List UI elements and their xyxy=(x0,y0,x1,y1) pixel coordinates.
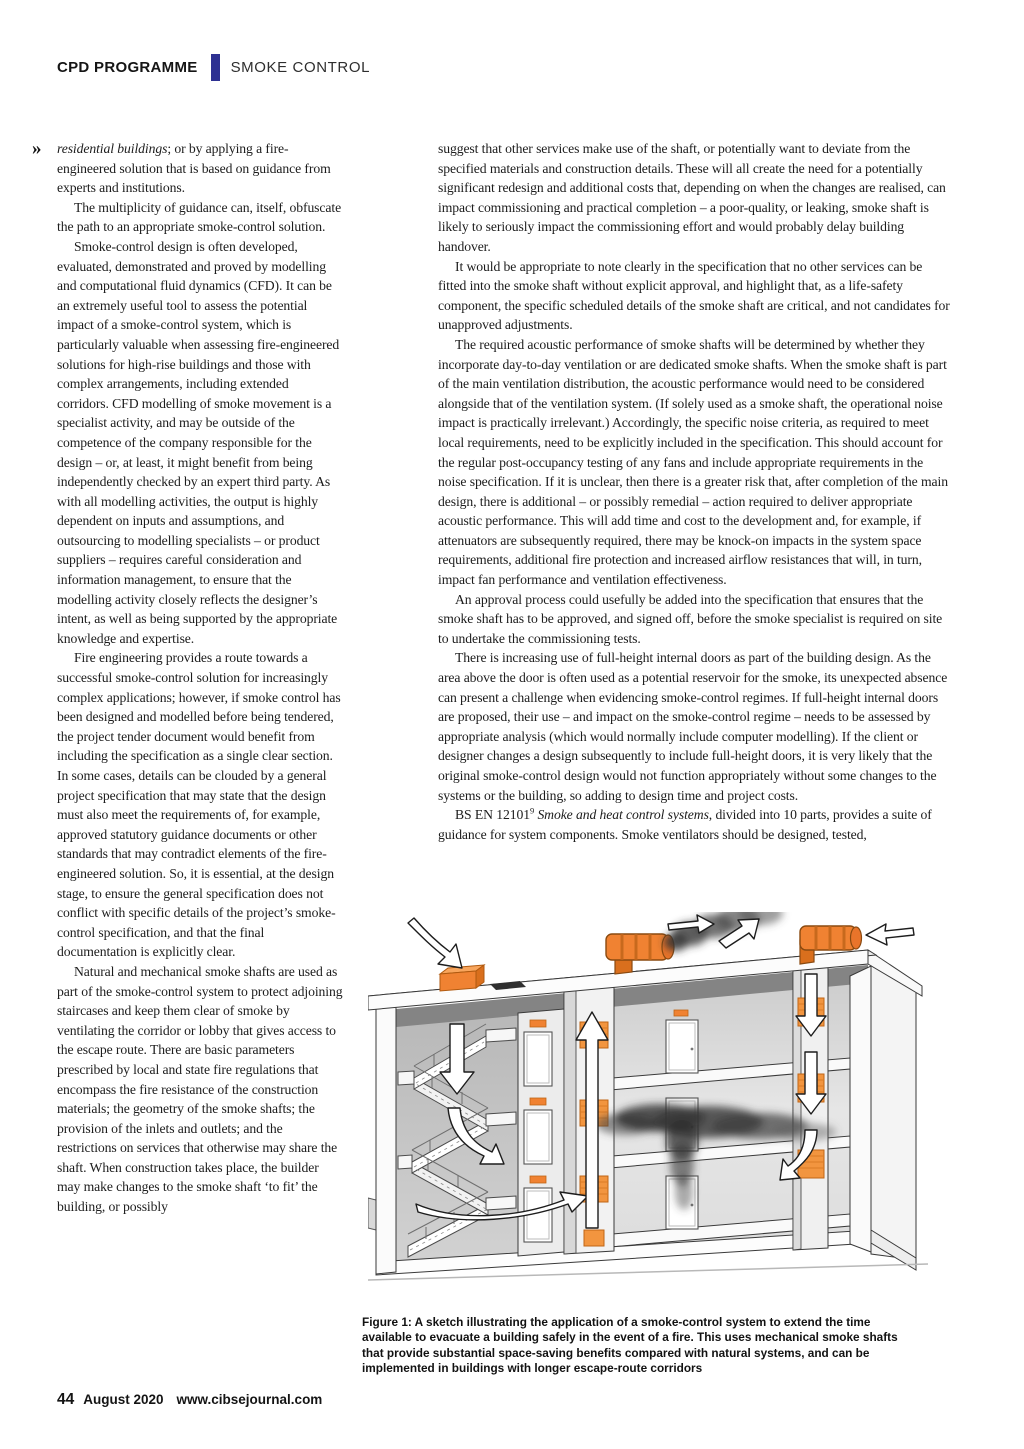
building-side-face xyxy=(868,950,922,1260)
page-footer xyxy=(57,1391,322,1409)
page-number: 44 xyxy=(57,1391,75,1408)
article-paragraph: An approval process could usefully be added into the specification that ensures that the smoke shaft has to be approved, and signed off, before the smoke specialist is required on site to undertake the commissioning tests. xyxy=(438,591,943,646)
roof-fan-exhaust xyxy=(606,934,674,974)
article-column-1 xyxy=(57,139,343,1217)
left-outer-wall xyxy=(376,1000,396,1274)
page-header xyxy=(57,54,370,81)
airflow-arrow-intake xyxy=(866,924,914,945)
continuation-chevron-icon: » xyxy=(32,138,42,159)
article-paragraph: BS EN 12101$^9$ Smoke and heat control systems, divided into 10 parts, provides a suite of guidance for system components. Smoke ventilators should be designed, tested, xyxy=(438,805,932,842)
lobby-strip xyxy=(518,1009,564,1256)
article-column-2 xyxy=(438,139,952,844)
article-paragraph: The required acoustic performance of smoke shafts will be determined by whether they incorporate day-to-day ventilation or are dedicated smoke shafts. When the smoke shaft is part of the main ventilation distribution, the acoustic performance would need to be considered alongside that of the ventilation system. (If solely used as a smoke shaft, the operational noise impact is practically irrelevant.) Accordingly, the specific noise criteria, as required to meet local requirements, need to be explicitly included in the specification. This should account for the regular post-occupancy testing of any fans and include appropriate requirements in the noise specification. If it is unclear, then there is a greater risk that, after completion of the main design, there is additional – or possibly remedial – action required to deliver appropriate acoustic performance. This will add time and cost to the development and, for example, if attenuators are subsequently required, there may be knock-on impacts in the system space requirements, additional fire protection and increased airflow resistances that will, in turn, impact fan performance and ventilation effectiveness. xyxy=(438,336,948,588)
article-paragraph: Natural and mechanical smoke shafts are used as part of the smoke-control system to protect adjoining staircases and keep them clear of smoke by ventilating the corridor or lobby that gives access to the escape route. There are basic parameters prescribed by local and state fire regulations that encompass the fire resistance of the construction materials; the geometry of the smoke shafts; the provision of the inlets and outlets; and the restrictions on services that otherwise may share the shaft. When construction takes place, the builder may make changes to the smoke shaft ‘to fit’ the building, or possibly xyxy=(57,963,343,1215)
issue-date: August 2020 xyxy=(83,1392,164,1407)
article-paragraph: It would be appropriate to note clearly in the specification that no other services can be fitted into the smoke shaft without explicit approval, and highlight that, as a life-safety component, the specific scheduled details of the smoke shaft are critical, and not candidates for unapproved adjustments. xyxy=(438,258,950,333)
article-paragraph: Smoke-control design is often developed, evaluated, demonstrated and proved by modelling and computational fluid dynamics (CFD). It can be an extremely useful tool to assess the potential impact of a smoke-control system, which is particularly valuable when assessing fire-engineered solutions for high-rise buildings and those with complex arrangements, including extended corridors. CFD modelling of smoke movement is a specialist activity, and may be outside of the competence of the company responsible for the design – or, at least, it might benefit from being independently checked by an expert third party. As with all modelling activities, the output is highly dependent on inputs and assumptions, and outsourcing to modelling specialists – or product suppliers – requires careful consideration and information management, to ensure that the modelling activity closely reflects the designer’s intent, as well as being supported by the appropriate knowledge and expertise. xyxy=(57,238,340,646)
figure-1-caption: Figure 1: A sketch illustrating the application of a smoke-control system to extend the time available to evacuate a building safely in the event of a fire. This uses mechanical smoke shafts that provide substantial space-saving benefits compared with natural systems, and can be implemented in buildings with longer escape-route corridors xyxy=(362,1315,898,1376)
airflow-arrow-inlet-curve xyxy=(408,918,462,968)
smoke-control-building-sketch xyxy=(368,912,1000,1307)
header-divider-bar xyxy=(211,54,220,81)
article-paragraph: There is increasing use of full-height internal doors as part of the building design. As the area above the door is often used as a potential reservoir for the smoke, its unexpected absence can present a challenge when evidencing smoke-control regimes. If full-height internal doors are proposed, their use – and impact on the smoke-control regime – needs to be assessed by appropriate analysis (which would normally include computer modelling). If the client or designer changes a design subsequently to include full-height doors, it is very likely that the original smoke-control design would not function appropriately without some changes to the systems or the building, so adding to design time and project costs. xyxy=(438,650,948,803)
header-topic-label: SMOKE CONTROL xyxy=(230,59,371,76)
figure-1-illustration xyxy=(368,912,1000,1307)
article-paragraph: The multiplicity of guidance can, itself, obfuscate the path to an appropriate smoke-control solution. xyxy=(57,199,342,235)
article-paragraph: Fire engineering provides a route towards a successful smoke-control solution for increasingly complex applications; however, if smoke control has been designed and modelled before being tendered, the project tender document would benefit from including the specification as a single clear section. In some cases, details can be clouded by a general project specification that may state that the design must also meet the requirements of, for example, approved statutory guidance documents or other standards that may contradict elements of the fire-engineered solution. So, it is essential, at the design stage, to ensure the general specification does not conflict with specific details of the project’s smoke-control specification, and that the final documentation is explicitly clear. xyxy=(57,650,341,960)
corner-column xyxy=(850,966,871,1252)
header-programme-label: CPD PROGRAMME xyxy=(57,59,198,76)
article-paragraph: residential buildings; or by applying a fire-engineered solution that is based on guidance from experts and institutions. xyxy=(57,141,331,196)
journal-website-link[interactable]: www.cibsejournal.com xyxy=(176,1392,323,1407)
article-paragraph: suggest that other services make use of the shaft, or potentially want to deviate from the specified materials and construction details. These will all create the need for a potentially significant redesign and additional costs that, depending on when the changes are realised, can impact commissioning and practical completion – a poor-quality, or leaking, smoke shaft is likely to seriously impact the commissioning effort and would probably delay building handover. xyxy=(438,141,946,254)
